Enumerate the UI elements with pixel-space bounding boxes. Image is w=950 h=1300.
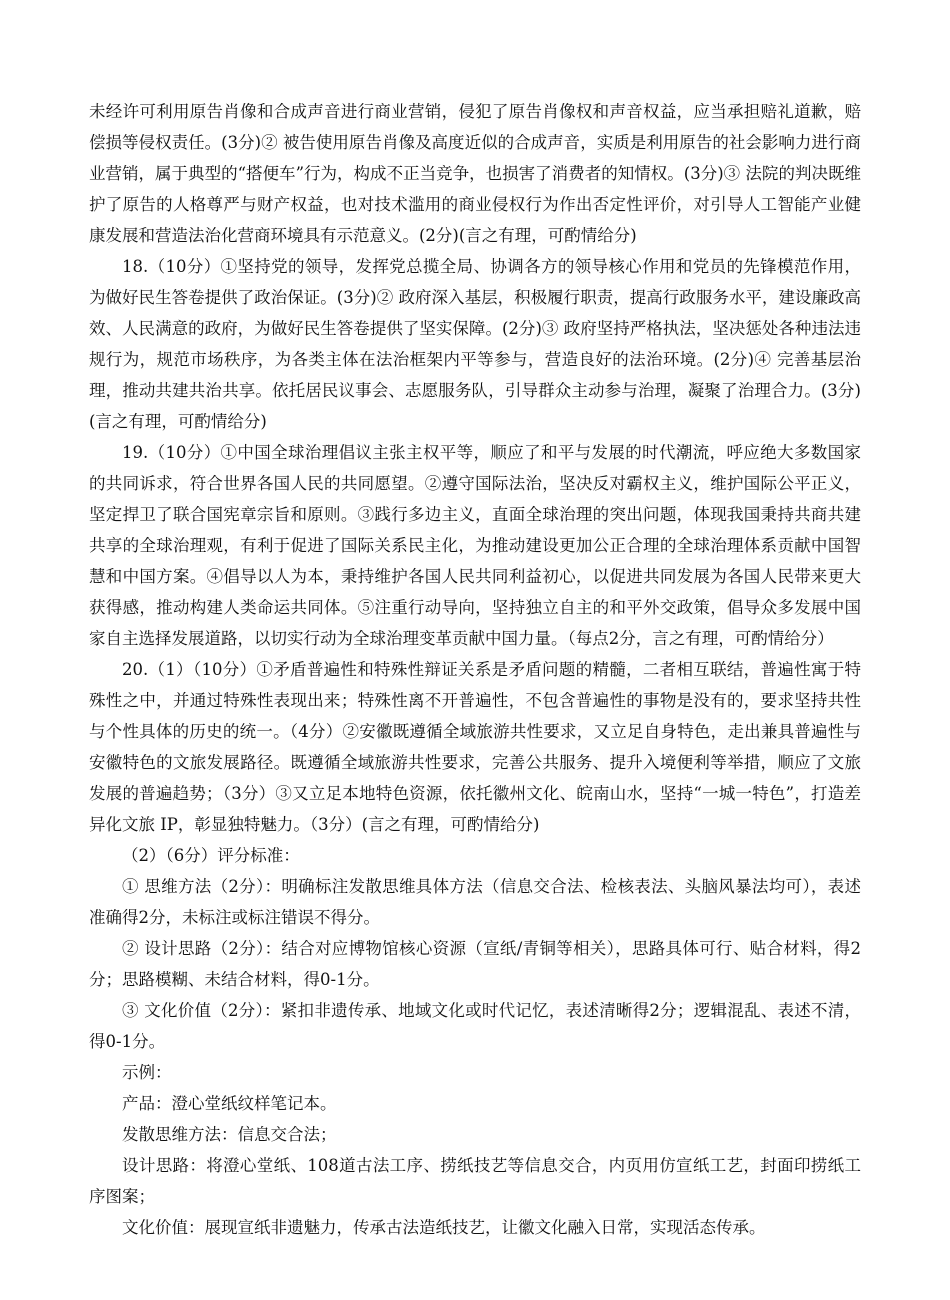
example-cultural-value: 文化价值：展现宣纸非遗魅力，传承古法造纸技艺，让徽文化融入日常，实现活态传承。 [122, 1218, 766, 1237]
example-design-idea: 设计思路：将澄心堂纸、108道古法工序、捞纸技艺等信息交合，内页用仿宣纸工艺，封面印捞纸工序图案； [89, 1156, 861, 1206]
scoring-criterion-design-idea: ② 设计思路（2分）：结合对应博物馆核心资源（宣纸/青铜等相关），思路具体可行、贴合材料，得2分；思路模糊、未结合材料，得0-1分。 [89, 939, 861, 989]
scoring-criterion-thinking-method: ① 思维方法（2分）：明确标注发散思维具体方法（信息交合法、检核表法、头脑风暴法均可），表述准确得2分，未标注或标注错误不得分。 [89, 877, 861, 927]
answer-18: 18.（10分）①坚持党的领导，发挥党总揽全局、协调各方的领导核心作用和党员的先锋模范作用，为做好民生答卷提供了政治保证。(3分)② 政府深入基层，积极履行职责，提高行政服务水平，建设廉政高效、人民满意的政府，为做好民生答卷提供了坚实保障。(2分)③ 政府坚持严格执法，坚决惩处各种违法违规行为，规范市场秩序，为各类主体在法治框架内平等参与，营造良好的法治环境。(2分)④ 完善基层治理，推动共建共治共享。依托居民议事会、志愿服务队，引导群众主动参与治理，凝聚了治理合力。(3分)(言之有理，可酌情给分) [89, 257, 861, 431]
answer-document [89, 96, 861, 1243]
example-product: 产品：澄心堂纸纹样笔记本。 [122, 1094, 337, 1113]
answer-17-continuation: 未经许可利用原告肖像和合成声音进行商业营销，侵犯了原告肖像权和声音权益，应当承担赔礼道歉，赔偿损等侵权责任。(3分)② 被告使用原告肖像及高度近似的合成声音，实质是利用原告的社会影响力进行商业营销，属于典型的“搭便车”行为，构成不正当竞争，也损害了消费者的知情权。(3分)③ 法院的判决既维护了原告的人格尊严与财产权益，也对技术滥用的商业侵权行为作出否定性评价，对引导人工智能产业健康发展和营造法治化营商环境具有示范意义。(2分)(言之有理，可酌情给分) [89, 102, 861, 245]
example-method: 发散思维方法：信息交合法； [122, 1125, 337, 1144]
scoring-criterion-cultural-value: ③ 文化价值（2分）：紧扣非遗传承、地域文化或时代记忆，表述清晰得2分；逻辑混乱、表述不清，得0-1分。 [89, 1001, 861, 1051]
answer-20-part-1: 20.（1）（10分）①矛盾普遍性和特殊性辩证关系是矛盾问题的精髓，二者相互联结，普遍性寓于特殊性之中，并通过特殊性表现出来；特殊性离不开普遍性，不包含普遍性的事物是没有的，要求坚持共性与个性具体的历史的统一。（4分）②安徽既遵循全域旅游共性要求，又立足自身特色，走出兼具普遍性与安徽特色的文旅发展路径。既遵循全域旅游共性要求，完善公共服务、提升入境便利等举措，顺应了文旅发展的普遍趋势；（3分）③又立足本地特色资源，依托徽州文化、皖南山水，坚持“一城一特色”，打造差异化文旅 IP，彰显独特魅力。（3分）(言之有理，可酌情给分) [89, 660, 861, 834]
answer-20-part-2-heading: （2）（6分）评分标准： [122, 846, 300, 865]
answer-19: 19.（10分）①中国全球治理倡议主张主权平等，顺应了和平与发展的时代潮流，呼应绝大多数国家的共同诉求，符合世界各国人民的共同愿望。②遵守国际法治，坚决反对霸权主义，维护国际公平正义，坚定捍卫了联合国宪章宗旨和原则。③践行多边主义，直面全球治理的突出问题，体现我国秉持共商共建共享的全球治理观，有利于促进了国际关系民主化，为推动建设更加公正合理的全球治理体系贡献中国智慧和中国方案。④倡导以人为本，秉持维护各国人民共同利益初心，以促进共同发展为各国人民带来更大获得感，推动构建人类命运共同体。⑤注重行动导向，坚持独立自主的和平外交政策，倡导众多发展中国家自主选择发展道路，以切实行动为全球治理变革贡献中国力量。（每点2分，言之有理，可酌情给分） [89, 443, 861, 648]
example-heading: 示例： [122, 1063, 172, 1082]
